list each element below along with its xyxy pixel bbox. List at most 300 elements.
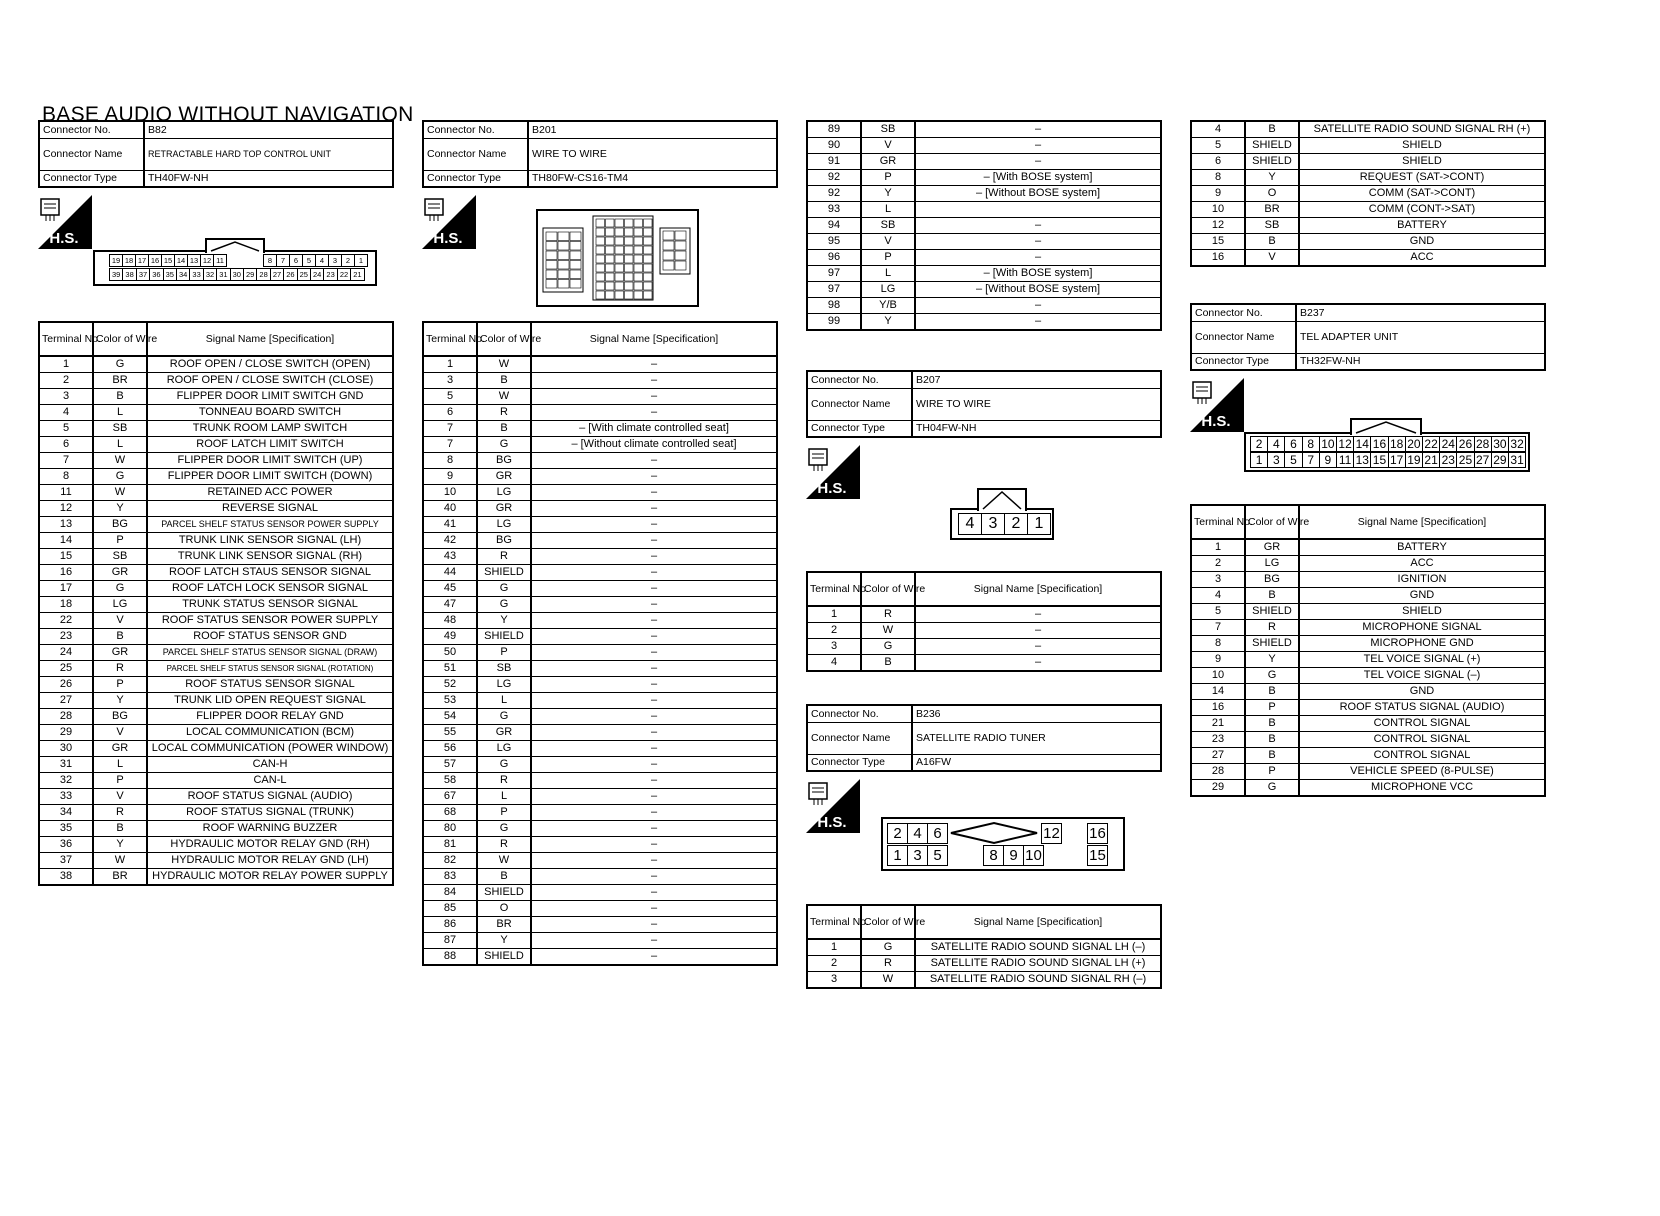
terminal-cell: 21 [1191, 716, 1245, 732]
terminal-cell: 8 [39, 469, 93, 485]
signal-cell: LOCAL COMMUNICATION (POWER WINDOW) [147, 741, 393, 757]
signal-cell: SATELLITE RADIO SOUND SIGNAL LH (+) [915, 956, 1161, 972]
signal-cell: COMM (CONT->SAT) [1299, 202, 1545, 218]
terminal-cell: 5 [423, 389, 477, 405]
connector-name: WIRE TO WIRE [528, 138, 777, 170]
terminal-cell: 95 [807, 234, 861, 250]
table-row [1191, 684, 1545, 700]
color-cell: GR [93, 645, 147, 661]
table-row [423, 356, 777, 373]
color-cell: Y [477, 613, 531, 629]
color-cell: B [1245, 588, 1299, 604]
table-row [1191, 218, 1545, 234]
label: Connector No. [39, 121, 144, 138]
terminal-cell: 27 [39, 693, 93, 709]
hs-icon [806, 445, 860, 499]
color-cell: SHIELD [1245, 154, 1299, 170]
pin-number: 4 [315, 254, 329, 267]
signal-cell: MICROPHONE VCC [1299, 780, 1545, 797]
header-signal: Signal Name [Specification] [147, 322, 393, 356]
table-row [423, 453, 777, 469]
table-row [39, 549, 393, 565]
label: Connector Type [807, 754, 912, 771]
header-signal: Signal Name [Specification] [915, 905, 1161, 939]
signal-cell: – [531, 933, 777, 949]
color-cell: GR [861, 154, 915, 170]
connector-type: TH04FW-NH [912, 420, 1161, 437]
signal-cell: ROOF LATCH STAUS SENSOR SIGNAL [147, 565, 393, 581]
signal-cell: ROOF STATUS SIGNAL (TRUNK) [147, 805, 393, 821]
signal-cell: – [915, 121, 1161, 138]
table-row [1191, 764, 1545, 780]
terminal-cell: 55 [423, 725, 477, 741]
signal-cell [915, 202, 1161, 218]
color-cell: R [93, 661, 147, 677]
signal-cell: CONTROL SIGNAL [1299, 732, 1545, 748]
terminal-cell: 24 [39, 645, 93, 661]
signal-cell: HYDRAULIC MOTOR RELAY GND (LH) [147, 853, 393, 869]
color-cell: BG [1245, 572, 1299, 588]
pin-number: 19 [1405, 452, 1423, 468]
terminal-cell: 52 [423, 677, 477, 693]
color-cell: SB [93, 421, 147, 437]
terminal-cell: 84 [423, 885, 477, 901]
signal-cell: – [531, 549, 777, 565]
hs-label: H.S. [817, 480, 847, 497]
signal-cell: REVERSE SIGNAL [147, 501, 393, 517]
terminal-cell: 58 [423, 773, 477, 789]
color-cell: V [93, 789, 147, 805]
terminal-cell: 9 [423, 469, 477, 485]
terminal-cell: 14 [39, 533, 93, 549]
terminal-cell: 23 [1191, 732, 1245, 748]
table-row [807, 623, 1161, 639]
signal-cell: – [915, 250, 1161, 266]
table-row [423, 517, 777, 533]
connector-no: B82 [144, 121, 393, 138]
table-row [39, 789, 393, 805]
table-row [423, 421, 777, 437]
color-cell: W [477, 853, 531, 869]
table-row [423, 805, 777, 821]
color-cell: P [93, 533, 147, 549]
terminal-cell: 90 [807, 138, 861, 154]
color-cell: BG [93, 517, 147, 533]
pin-number: 4 [907, 823, 928, 844]
table-row [39, 373, 393, 389]
terminal-cell: 11 [39, 485, 93, 501]
signal-cell: – [Without climate controlled seat] [531, 437, 777, 453]
terminal-cell: 35 [39, 821, 93, 837]
pin-number: 15 [161, 254, 175, 267]
b236-terminal-table [806, 904, 1162, 989]
color-cell: B [1245, 716, 1299, 732]
terminal-cell: 3 [39, 389, 93, 405]
b201-terminal-table-cont [806, 120, 1162, 331]
table-row [1191, 572, 1545, 588]
signal-cell: – [Without BOSE system] [915, 282, 1161, 298]
color-cell: G [477, 437, 531, 453]
signal-cell: CONTROL SIGNAL [1299, 716, 1545, 732]
pin-number: 2 [341, 254, 355, 267]
color-cell: R [861, 606, 915, 623]
signal-cell: SATELLITE RADIO SOUND SIGNAL RH (–) [915, 972, 1161, 989]
table-row [807, 170, 1161, 186]
color-cell: G [861, 939, 915, 956]
table-row [1191, 780, 1545, 797]
signal-cell: – [531, 709, 777, 725]
terminal-cell: 15 [1191, 234, 1245, 250]
color-cell: B [861, 655, 915, 672]
signal-cell: – [915, 138, 1161, 154]
terminal-cell: 67 [423, 789, 477, 805]
signal-cell: – [915, 154, 1161, 170]
terminal-cell: 26 [39, 677, 93, 693]
table-row [423, 789, 777, 805]
signal-cell: – [531, 517, 777, 533]
pin-number: 2 [1250, 436, 1268, 452]
color-cell: R [1245, 620, 1299, 636]
signal-cell: BATTERY [1299, 218, 1545, 234]
color-cell: Y [1245, 652, 1299, 668]
terminal-cell: 57 [423, 757, 477, 773]
color-cell: R [477, 837, 531, 853]
terminal-cell: 7 [39, 453, 93, 469]
color-cell: GR [477, 501, 531, 517]
pin-number: 11 [1336, 452, 1354, 468]
color-cell: O [477, 901, 531, 917]
table-row [423, 741, 777, 757]
color-cell: G [477, 821, 531, 837]
signal-cell: FLIPPER DOOR RELAY GND [147, 709, 393, 725]
signal-cell: – [531, 469, 777, 485]
pin-number: 5 [1284, 452, 1302, 468]
signal-cell: – [531, 805, 777, 821]
pin-number: 22 [337, 268, 351, 281]
terminal-cell: 10 [1191, 668, 1245, 684]
terminal-cell: 50 [423, 645, 477, 661]
color-cell: LG [1245, 556, 1299, 572]
signal-cell: SHIELD [1299, 138, 1545, 154]
pin-number: 18 [1388, 436, 1406, 452]
color-cell: B [1245, 684, 1299, 700]
color-cell: O [1245, 186, 1299, 202]
signal-cell: – [531, 949, 777, 966]
terminal-cell: 7 [423, 421, 477, 437]
pin-number: 8 [983, 845, 1004, 866]
table-row [39, 517, 393, 533]
signal-cell: – [531, 693, 777, 709]
terminal-cell: 44 [423, 565, 477, 581]
pin-number: 27 [270, 268, 284, 281]
signal-cell: REQUEST (SAT->CONT) [1299, 170, 1545, 186]
signal-cell: – [531, 901, 777, 917]
pin-number: 1 [1027, 513, 1051, 535]
table-row [807, 939, 1161, 956]
table-row [1191, 234, 1545, 250]
color-cell: P [861, 170, 915, 186]
color-cell: LG [861, 282, 915, 298]
color-cell: B [477, 373, 531, 389]
signal-cell: – [531, 597, 777, 613]
terminal-cell: 14 [1191, 684, 1245, 700]
pin-number: 7 [276, 254, 290, 267]
b201-connector-diagram [535, 208, 700, 308]
header-signal: Signal Name [Specification] [1299, 505, 1545, 539]
color-cell: R [477, 549, 531, 565]
terminal-cell: 3 [807, 639, 861, 655]
table-row [39, 405, 393, 421]
signal-cell: PARCEL SHELF STATUS SENSOR POWER SUPPLY [147, 517, 393, 533]
signal-cell: – [531, 613, 777, 629]
terminal-cell: 30 [39, 741, 93, 757]
pin-number: 37 [136, 268, 150, 281]
color-cell: GR [477, 469, 531, 485]
pin-number: 34 [176, 268, 190, 281]
label: Connector Name [807, 388, 912, 420]
b237-info-table [1190, 303, 1546, 371]
hs-icon [806, 779, 860, 833]
label: Connector No. [423, 121, 528, 138]
table-row [423, 645, 777, 661]
header-terminal: Terminal No. [807, 572, 861, 606]
terminal-cell: 97 [807, 282, 861, 298]
terminal-cell: 41 [423, 517, 477, 533]
color-cell: B [1245, 234, 1299, 250]
signal-cell: – [531, 533, 777, 549]
signal-cell: – [531, 581, 777, 597]
color-cell: W [477, 356, 531, 373]
signal-cell: GND [1299, 684, 1545, 700]
pin-number: 25 [1456, 452, 1474, 468]
table-row [1191, 700, 1545, 716]
terminal-cell: 16 [1191, 250, 1245, 267]
hs-label: H.S. [1201, 413, 1231, 430]
table-row [1191, 636, 1545, 652]
color-cell: LG [477, 677, 531, 693]
table-row [807, 138, 1161, 154]
terminal-cell: 85 [423, 901, 477, 917]
color-cell: P [477, 645, 531, 661]
table-row [423, 549, 777, 565]
terminal-cell: 6 [39, 437, 93, 453]
signal-cell: ROOF OPEN / CLOSE SWITCH (OPEN) [147, 356, 393, 373]
terminal-cell: 16 [39, 565, 93, 581]
signal-cell: ROOF STATUS SENSOR SIGNAL [147, 677, 393, 693]
color-cell: B [93, 821, 147, 837]
pin-number: 30 [1491, 436, 1509, 452]
pin-number: 10 [1319, 436, 1337, 452]
pin-number: 36 [149, 268, 163, 281]
terminal-cell: 7 [1191, 620, 1245, 636]
color-cell: LG [477, 485, 531, 501]
signal-cell: – [531, 661, 777, 677]
pin-number: 24 [1439, 436, 1457, 452]
terminal-cell: 8 [1191, 636, 1245, 652]
signal-cell: ROOF LATCH LIMIT SWITCH [147, 437, 393, 453]
table-row [423, 885, 777, 901]
signal-cell: GND [1299, 588, 1545, 604]
terminal-cell: 45 [423, 581, 477, 597]
signal-cell: – [531, 917, 777, 933]
header-terminal: Terminal No. [39, 322, 93, 356]
terminal-cell: 54 [423, 709, 477, 725]
signal-cell: ROOF WARNING BUZZER [147, 821, 393, 837]
table-row [39, 709, 393, 725]
pin-number: 18 [122, 254, 136, 267]
terminal-cell: 28 [1191, 764, 1245, 780]
table-row [807, 972, 1161, 989]
connector-no: B237 [1296, 304, 1545, 321]
pin-number: 1 [354, 254, 368, 267]
color-cell: SB [861, 121, 915, 138]
header-terminal: Terminal No. [1191, 505, 1245, 539]
pin-number: 3 [328, 254, 342, 267]
pin-number: 1 [1250, 452, 1268, 468]
terminal-cell: 1 [807, 939, 861, 956]
hs-icon [1190, 378, 1244, 432]
table-row [39, 421, 393, 437]
b237-terminal-table [1190, 504, 1546, 797]
color-cell: G [93, 469, 147, 485]
pin-number: 20 [1405, 436, 1423, 452]
terminal-cell: 49 [423, 629, 477, 645]
signal-cell: FLIPPER DOOR LIMIT SWITCH (UP) [147, 453, 393, 469]
connector-no: B201 [528, 121, 777, 138]
table-row [39, 853, 393, 869]
color-cell: SB [477, 661, 531, 677]
label: Connector No. [1191, 304, 1296, 321]
color-cell: P [93, 677, 147, 693]
signal-cell: – [With BOSE system] [915, 170, 1161, 186]
table-row [423, 389, 777, 405]
color-cell: SB [861, 218, 915, 234]
color-cell: B [93, 389, 147, 405]
table-row [39, 629, 393, 645]
table-row [39, 469, 393, 485]
color-cell: L [477, 789, 531, 805]
terminal-cell: 2 [807, 623, 861, 639]
label: Connector Name [1191, 321, 1296, 353]
pin-number: 12 [1336, 436, 1354, 452]
signal-cell: CONTROL SIGNAL [1299, 748, 1545, 764]
table-row [39, 677, 393, 693]
color-cell: P [861, 250, 915, 266]
signal-cell: – [531, 405, 777, 421]
color-cell: W [861, 972, 915, 989]
signal-cell: – [915, 623, 1161, 639]
color-cell: BG [477, 533, 531, 549]
header-color: Color of Wire [1245, 505, 1299, 539]
color-cell: G [477, 709, 531, 725]
b207-terminal-table [806, 571, 1162, 672]
latch-shape [1350, 418, 1422, 436]
pin-number: 10 [1023, 845, 1044, 866]
signal-cell: – [531, 453, 777, 469]
table-row [423, 677, 777, 693]
color-cell: B [477, 869, 531, 885]
signal-cell: TRUNK LINK SENSOR SIGNAL (RH) [147, 549, 393, 565]
signal-cell: SHIELD [1299, 604, 1545, 620]
color-cell: SHIELD [477, 885, 531, 901]
signal-cell: – [531, 629, 777, 645]
terminal-cell: 43 [423, 549, 477, 565]
table-row [1191, 620, 1545, 636]
signal-cell: – [531, 501, 777, 517]
pin-number: 26 [283, 268, 297, 281]
color-cell: P [477, 805, 531, 821]
table-row [39, 757, 393, 773]
terminal-cell: 9 [1191, 652, 1245, 668]
hs-label: H.S. [49, 230, 79, 247]
table-row [807, 956, 1161, 972]
label: Connector Type [39, 170, 144, 187]
signal-cell: ACC [1299, 250, 1545, 267]
b201-terminal-table [422, 321, 778, 966]
table-row [807, 154, 1161, 170]
pin-number: 24 [310, 268, 324, 281]
pin-number: 1 [887, 845, 908, 866]
color-cell: SHIELD [477, 629, 531, 645]
terminal-cell: 87 [423, 933, 477, 949]
color-cell: BR [477, 917, 531, 933]
color-cell: B [93, 629, 147, 645]
signal-cell: – [531, 373, 777, 389]
table-row [39, 869, 393, 886]
table-row [423, 837, 777, 853]
header-color: Color of Wire [861, 572, 915, 606]
table-row [807, 121, 1161, 138]
terminal-cell: 2 [807, 956, 861, 972]
signal-cell: COMM (SAT->CONT) [1299, 186, 1545, 202]
terminal-cell: 18 [39, 597, 93, 613]
header-color: Color of Wire [477, 322, 531, 356]
signal-cell: SHIELD [1299, 154, 1545, 170]
terminal-cell: 4 [39, 405, 93, 421]
hs-label: H.S. [817, 814, 847, 831]
table-row [423, 725, 777, 741]
pin-number: 14 [174, 254, 188, 267]
color-cell: LG [93, 597, 147, 613]
color-cell: SB [1245, 218, 1299, 234]
header-terminal: Terminal No. [423, 322, 477, 356]
signal-cell: ROOF STATUS SIGNAL (AUDIO) [147, 789, 393, 805]
color-cell: W [93, 853, 147, 869]
terminal-cell: 53 [423, 693, 477, 709]
pin-number: 16 [1370, 436, 1388, 452]
color-cell: BR [93, 869, 147, 886]
label: Connector No. [807, 371, 912, 388]
terminal-cell: 88 [423, 949, 477, 966]
table-row [39, 645, 393, 661]
table-row [423, 613, 777, 629]
color-cell: R [477, 405, 531, 421]
color-cell: P [1245, 700, 1299, 716]
terminal-cell: 4 [1191, 588, 1245, 604]
signal-cell: IGNITION [1299, 572, 1545, 588]
header-signal: Signal Name [Specification] [531, 322, 777, 356]
signal-cell: GND [1299, 234, 1545, 250]
pin-number: 13 [1353, 452, 1371, 468]
terminal-cell: 42 [423, 533, 477, 549]
terminal-cell: 33 [39, 789, 93, 805]
signal-cell: TONNEAU BOARD SWITCH [147, 405, 393, 421]
color-cell: GR [93, 565, 147, 581]
color-cell: G [1245, 668, 1299, 684]
terminal-cell: 96 [807, 250, 861, 266]
table-row [807, 639, 1161, 655]
terminal-cell: 6 [1191, 154, 1245, 170]
